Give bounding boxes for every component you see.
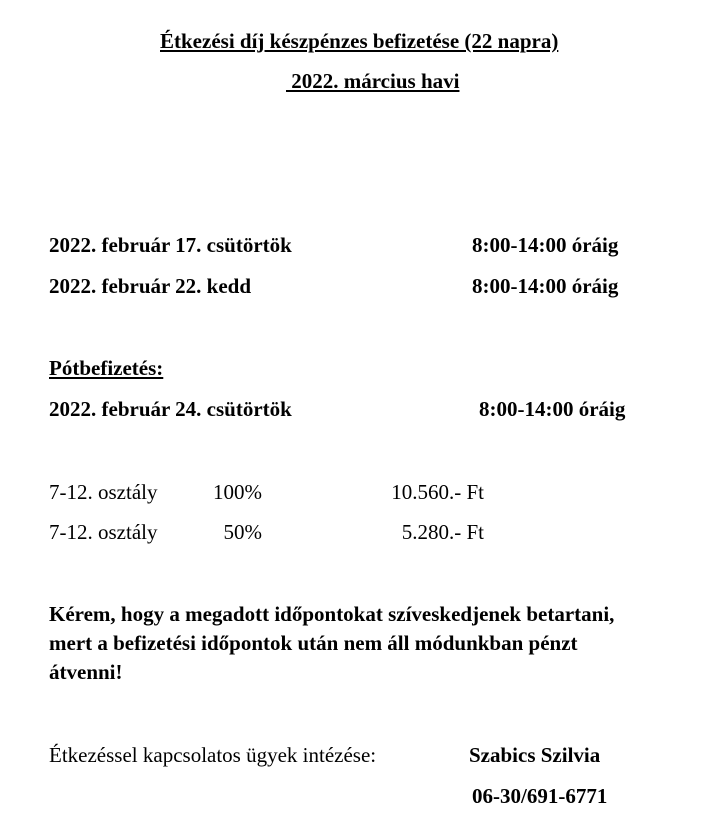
- payment-time-2: 8:00-14:00 óráig: [472, 274, 619, 298]
- contact-label: Étkezéssel kapcsolatos ügyek intézése:: [49, 743, 377, 767]
- late-payment-heading: Pótbefizetés:: [49, 356, 164, 380]
- payment-date-2: 2022. február 22. kedd: [49, 274, 252, 298]
- fee-amount-1: 10.560.- Ft: [391, 480, 484, 504]
- late-payment-date: 2022. február 24. csütörtök: [49, 397, 292, 421]
- fee-grade-2: 7-12. osztály: [49, 520, 158, 544]
- notice-line-1: Kérem, hogy a megadott időpontokat szíveskedjenek betartani,: [49, 602, 615, 626]
- payment-time-1: 8:00-14:00 óráig: [472, 233, 619, 257]
- notice-line-2: mert a befizetési időpontok után nem áll módunkban pénzt: [49, 631, 578, 655]
- contact-phone: 06-30/691-6771: [472, 784, 608, 808]
- document-subtitle: 2022. március havi: [286, 69, 460, 93]
- payment-date-1: 2022. február 17. csütörtök: [49, 233, 292, 257]
- fee-grade-1: 7-12. osztály: [49, 480, 158, 504]
- contact-name: Szabics Szilvia: [469, 743, 601, 767]
- fee-amount-2: 5.280.- Ft: [401, 520, 484, 544]
- late-payment-time: 8:00-14:00 óráig: [479, 397, 626, 421]
- document-title: Étkezési díj készpénzes befizetése (22 napra): [160, 29, 559, 53]
- fee-percent-2: 50%: [223, 520, 262, 544]
- notice-line-3: átvenni!: [49, 660, 123, 684]
- fee-percent-1: 100%: [213, 480, 262, 504]
